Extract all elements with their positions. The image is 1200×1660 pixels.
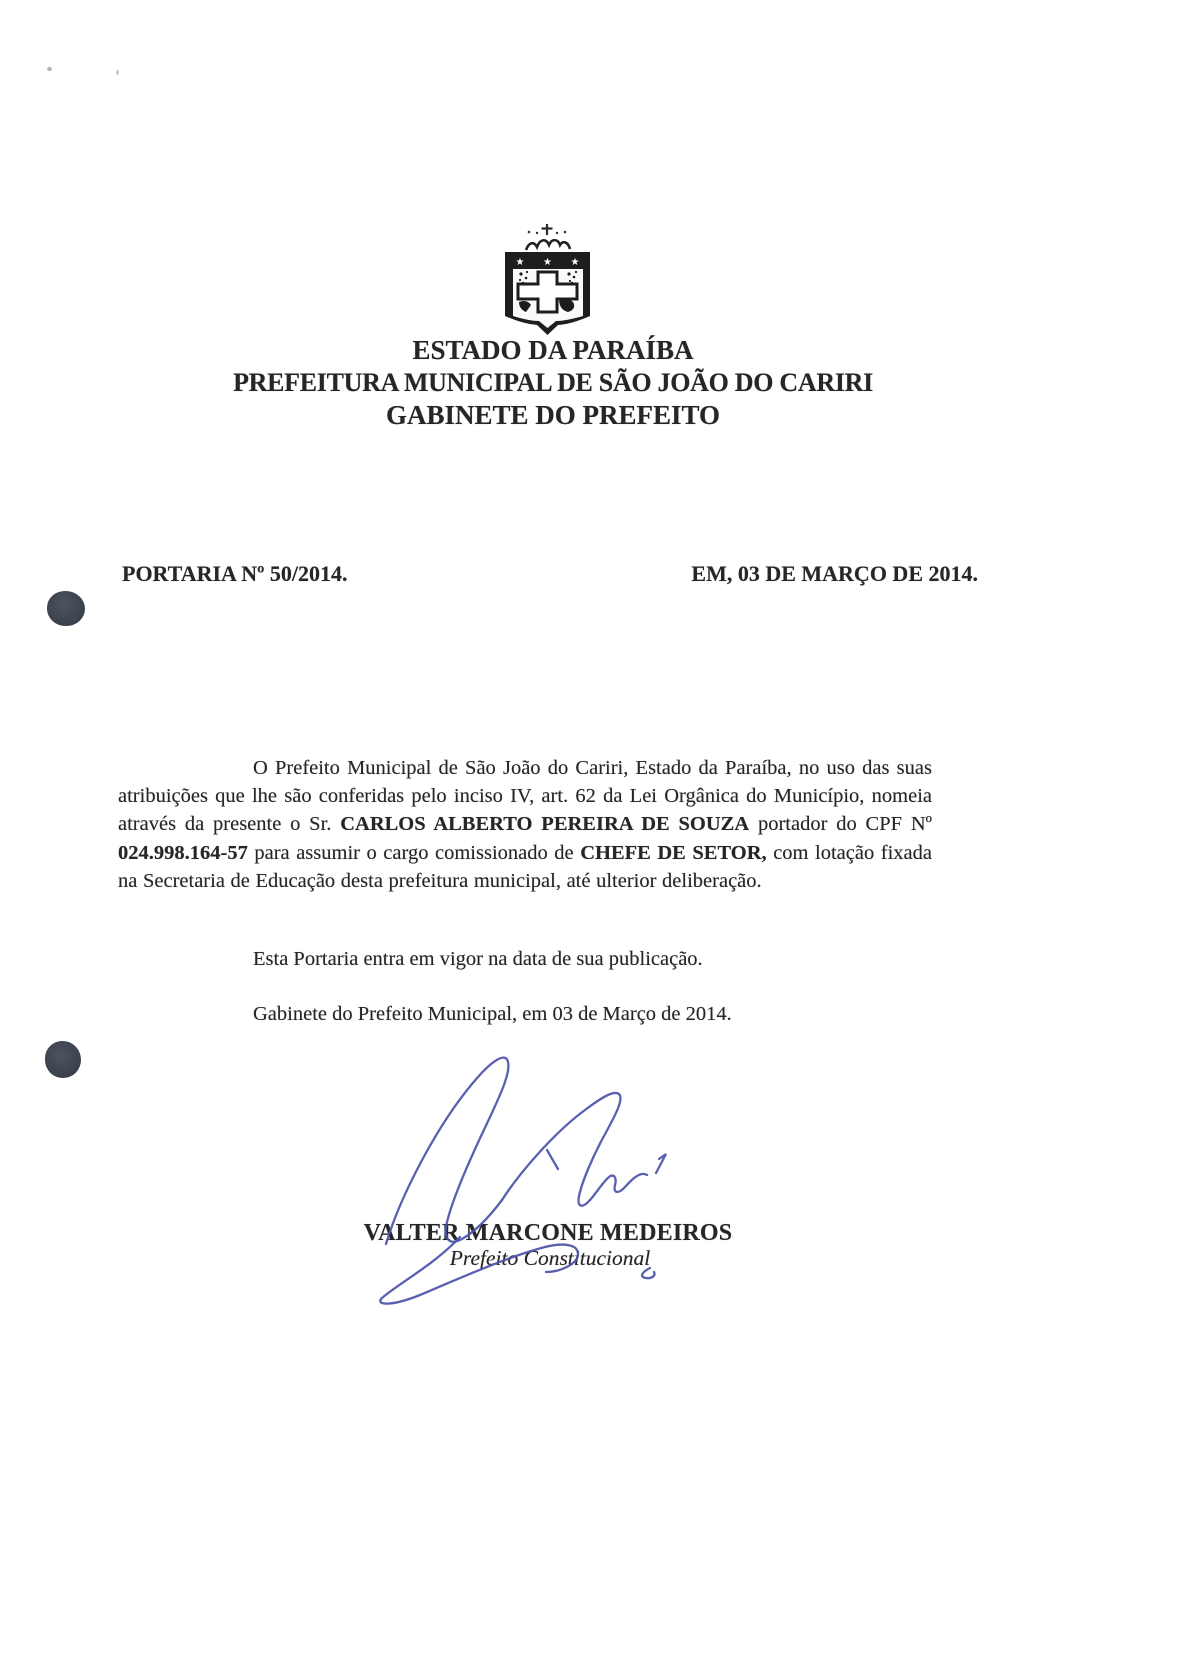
handwritten-signature	[350, 1032, 690, 1307]
signer-title: Prefeito Constitucional	[449, 1246, 651, 1270]
svg-text:★: ★	[570, 257, 580, 268]
hole-punch	[45, 1041, 81, 1078]
signing-clause: Gabinete do Prefeito Municipal, em 03 de Março de 2014.	[253, 1003, 732, 1025]
appointment-paragraph: O Prefeito Municipal de São João do Cariri, Estado da Paraíba, no uso das suas atribuições que lhe são conferidas pelo inciso IV, art. 62 da Lei Orgânica do Município, nomeia através da presente o Sr. CARLOS ALBERTO PEREIRA DE SOUZA portador do CPF Nº 024.998.164-57 para assumir o cargo comissionado de CHEFE DE SETOR, com lotação fixada na Secretaria de Educação desta prefeitura municipal, até ulterior deliberação.	[118, 757, 932, 892]
reference-row	[122, 561, 978, 587]
ordinance-date: EM, 03 DE MARÇO DE 2014.	[691, 561, 978, 586]
svg-text:★: ★	[515, 257, 525, 268]
hole-punch	[47, 591, 85, 626]
letterhead	[103, 334, 1003, 432]
letterhead-office: GABINETE DO PREFEITO	[385, 400, 721, 430]
signer-name: VALTER MARCONE MEDEIROS	[363, 1220, 733, 1246]
scan-speck	[116, 70, 119, 75]
coat-of-arms-image	[496, 220, 602, 348]
letterhead-municipality: PREFEITURA MUNICIPAL DE SÃO JOÃO DO CARIRI	[233, 367, 873, 397]
ordinance-number: PORTARIA Nº 50/2014.	[122, 561, 348, 586]
scan-speck	[47, 67, 52, 71]
letterhead-state: ESTADO DA PARAÍBA	[412, 335, 694, 365]
svg-text:★: ★	[543, 257, 552, 268]
effect-clause: Esta Portaria entra em vigor na data de sua publicação.	[253, 948, 703, 970]
